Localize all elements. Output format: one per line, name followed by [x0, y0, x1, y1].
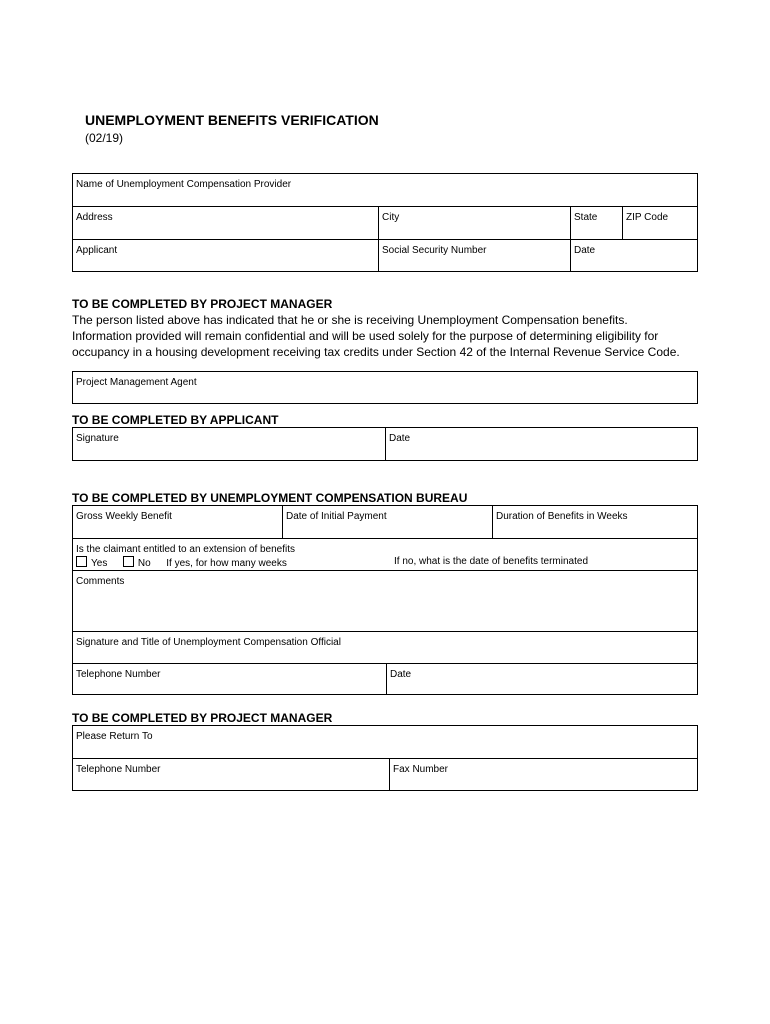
applicant-heading: TO BE COMPLETED BY APPLICANT — [72, 413, 279, 427]
manager-heading-2: TO BE COMPLETED BY PROJECT MANAGER — [72, 711, 333, 725]
comments-field[interactable] — [73, 571, 697, 631]
yes-checkbox[interactable] — [76, 556, 87, 567]
bureau-heading: TO BE COMPLETED BY UNEMPLOYMENT COMPENSATION BUREAU — [72, 491, 468, 505]
applicant-field[interactable] — [73, 240, 378, 272]
manager-telephone-field[interactable] — [73, 759, 389, 790]
initial-payment-label: Date of Initial Payment — [286, 511, 387, 522]
city-label: City — [382, 212, 400, 223]
how-many-weeks-label: If yes, for how many weeks — [166, 558, 287, 569]
form-title: UNEMPLOYMENT BENEFITS VERIFICATION — [85, 112, 379, 128]
city-field[interactable] — [379, 207, 570, 239]
applicant-signature-date-field[interactable] — [386, 428, 697, 460]
extension-question: Is the claimant entitled to an extension of benefits — [76, 544, 296, 555]
date-label: Date — [389, 433, 411, 444]
paragraph-line: occupancy in a housing development receiving tax credits under Section 42 of the Internal Revenue Service Code. — [72, 345, 680, 359]
provider-table — [72, 173, 698, 272]
agent-label-cell — [73, 372, 200, 393]
gross-weekly-label: Gross Weekly Benefit — [76, 511, 172, 522]
provider-name-field[interactable] — [73, 174, 697, 206]
return-table — [72, 725, 698, 791]
ssn-label: Social Security Number — [382, 245, 487, 256]
terminated-date-label: If no, what is the date of benefits terminated — [394, 556, 589, 567]
bureau-table — [72, 505, 698, 695]
telephone-label: Telephone Number — [76, 669, 161, 680]
address-field[interactable] — [73, 207, 378, 239]
return-to-label: Please Return To — [76, 731, 153, 742]
applicant-signature-field[interactable] — [73, 428, 385, 460]
paragraph-line: Information provided will remain confidential and will be used solely for the purpose of determining eligibility for — [72, 329, 659, 343]
no-checkbox[interactable] — [123, 556, 134, 567]
date-label: Date — [390, 669, 412, 680]
yes-label: Yes — [91, 558, 108, 569]
comments-label: Comments — [76, 576, 125, 587]
return-to-field[interactable] — [73, 726, 697, 758]
form-revision: (02/19) — [85, 131, 124, 145]
duration-label: Duration of Benefits in Weeks — [496, 511, 628, 522]
zip-field[interactable] — [623, 207, 697, 239]
state-label: State — [574, 212, 598, 223]
zip-label: ZIP Code — [626, 212, 669, 223]
row-divider — [73, 538, 697, 539]
extension-options — [76, 556, 287, 569]
state-field[interactable] — [571, 207, 622, 239]
fax-label: Fax Number — [393, 764, 449, 775]
applicant-signature-table — [72, 427, 698, 461]
applicant-label: Applicant — [76, 245, 118, 256]
official-signature-field[interactable] — [73, 632, 697, 664]
project-management-agent-field[interactable] — [72, 371, 698, 404]
bureau-date-field[interactable] — [387, 664, 697, 694]
official-signature-label: Signature and Title of Unemployment Compensation Official — [76, 637, 341, 648]
manager-fax-field[interactable] — [390, 759, 697, 790]
applicant-date-field[interactable] — [571, 240, 697, 272]
gross-weekly-benefit-field[interactable] — [73, 506, 282, 538]
signature-label: Signature — [76, 433, 119, 444]
ssn-field[interactable] — [379, 240, 570, 272]
paragraph-line: The person listed above has indicated that he or she is receiving Unemployment Compensation benefits. — [72, 313, 628, 327]
date-label: Date — [574, 245, 596, 256]
telephone-label: Telephone Number — [76, 764, 161, 775]
provider-name-label: Name of Unemployment Compensation Provider — [76, 179, 292, 190]
manager-heading-1: TO BE COMPLETED BY PROJECT MANAGER — [72, 297, 333, 311]
initial-payment-date-field[interactable] — [283, 506, 492, 538]
bureau-telephone-field[interactable] — [73, 664, 386, 694]
agent-label: Project Management Agent — [76, 377, 197, 388]
address-label: Address — [76, 212, 113, 223]
benefit-duration-field[interactable] — [493, 506, 697, 538]
no-label: No — [137, 558, 151, 569]
confidentiality-paragraph — [72, 312, 712, 360]
